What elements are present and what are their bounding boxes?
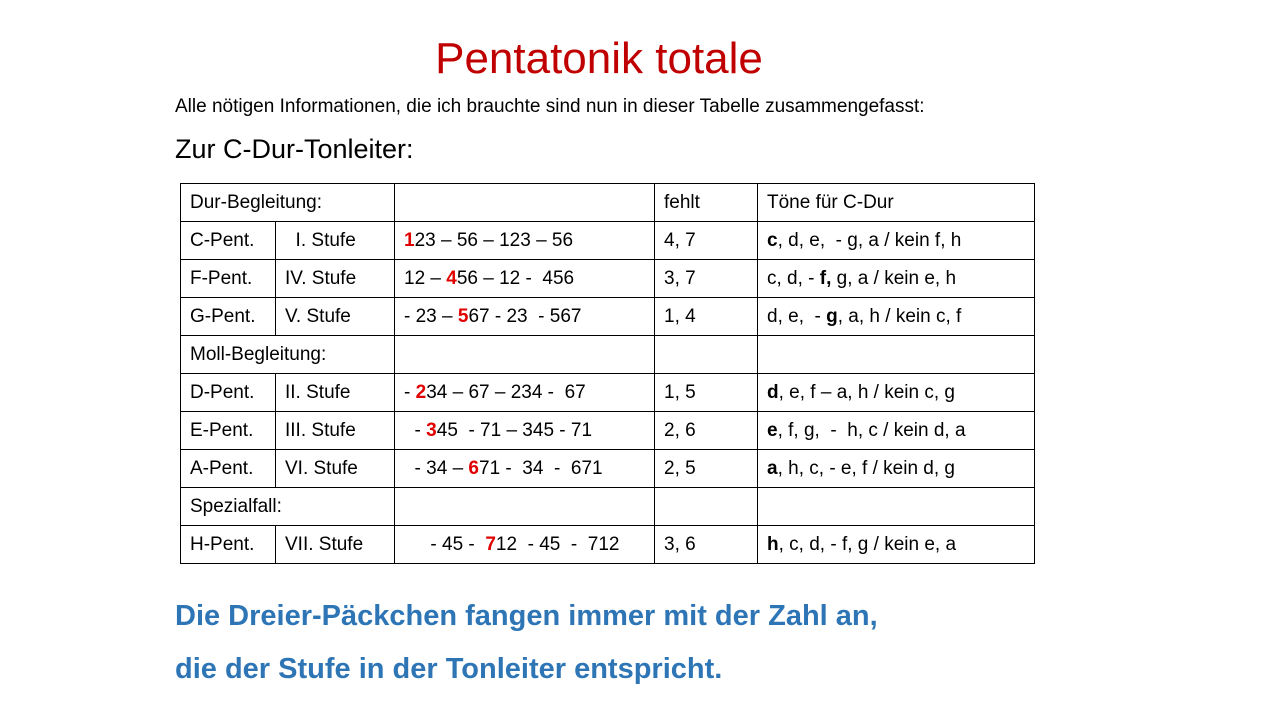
stufe-cell: II. Stufe — [276, 374, 395, 412]
toene-bold: e — [767, 419, 778, 441]
toene-bold: h — [767, 533, 779, 555]
table-cell — [655, 488, 758, 526]
seq-post: 12 - 45 - 712 — [495, 533, 620, 555]
toene-post: , c, d, - f, g / kein e, a — [778, 533, 957, 555]
seq-post: 34 – 67 – 234 - 67 — [426, 381, 586, 403]
toene-bold: g — [826, 305, 838, 327]
seq-post: 67 - 23 - 567 — [468, 305, 582, 327]
section-header-spezial: Spezialfall: — [181, 488, 395, 526]
table-cell — [758, 336, 1035, 374]
table-cell — [395, 184, 655, 222]
toene-cell — [758, 298, 1035, 336]
seq-post: 71 - 34 - 671 — [479, 457, 603, 479]
toene-cell — [758, 412, 1035, 450]
table-row — [181, 374, 1035, 412]
toene-bold: a — [767, 457, 778, 479]
toene-cell — [758, 526, 1035, 564]
sequence-cell — [395, 374, 655, 412]
toene-post: , a, h / kein c, f — [837, 305, 962, 327]
toene-post: g, a / kein e, h — [831, 267, 957, 289]
toene-pre: c, d, - — [767, 267, 820, 289]
pent-cell: G-Pent. — [181, 298, 276, 336]
note-line-2: die der Stufe in der Tonleiter entspricht. — [175, 653, 723, 685]
table-row — [181, 184, 1035, 222]
toene-post: , f, g, - h, c / kein d, a — [777, 419, 966, 441]
stufe-cell: V. Stufe — [276, 298, 395, 336]
note-line-1: Die Dreier-Päckchen fangen immer mit der Zahl an, — [175, 600, 878, 632]
fehlt-cell: 3, 6 — [655, 526, 758, 564]
pent-cell: E-Pent. — [181, 412, 276, 450]
toene-post: , d, e, - g, a / kein f, h — [777, 229, 962, 251]
pent-cell: H-Pent. — [181, 526, 276, 564]
sequence-cell — [395, 412, 655, 450]
table-row — [181, 450, 1035, 488]
pent-cell: C-Pent. — [181, 222, 276, 260]
fehlt-cell: 1, 4 — [655, 298, 758, 336]
seq-highlight: 3 — [426, 419, 437, 441]
column-header-toene: Töne für C-Dur — [758, 184, 1035, 222]
seq-highlight: 7 — [485, 533, 496, 555]
sequence-cell — [395, 526, 655, 564]
toene-post: , h, c, - e, f / kein d, g — [777, 457, 955, 479]
seq-post: 45 - 71 – 345 - 71 — [436, 419, 593, 441]
fehlt-cell: 2, 6 — [655, 412, 758, 450]
pentatonic-table — [180, 183, 1035, 564]
table-row — [181, 526, 1035, 564]
toene-pre: d, e, - — [767, 305, 827, 327]
column-header-fehlt: fehlt — [655, 184, 758, 222]
fehlt-cell: 4, 7 — [655, 222, 758, 260]
seq-highlight: 4 — [446, 267, 457, 289]
seq-post: 56 – 12 - 456 — [456, 267, 575, 289]
stufe-cell: IV. Stufe — [276, 260, 395, 298]
sequence-cell — [395, 450, 655, 488]
table-row — [181, 260, 1035, 298]
table-cell — [395, 336, 655, 374]
seq-highlight: 1 — [404, 229, 415, 251]
stufe-cell: III. Stufe — [276, 412, 395, 450]
toene-bold: f, — [819, 267, 832, 289]
toene-cell — [758, 260, 1035, 298]
seq-pre: - — [404, 381, 416, 403]
toene-cell — [758, 222, 1035, 260]
seq-pre: - 45 - — [404, 533, 486, 555]
sequence-cell — [395, 298, 655, 336]
seq-pre: 12 – — [404, 267, 447, 289]
intro-text: Alle nötigen Informationen, die ich brauchte sind nun in dieser Tabelle zusammengefasst: — [175, 96, 925, 117]
seq-post: 23 – 56 – 123 – 56 — [414, 229, 574, 251]
pent-cell: D-Pent. — [181, 374, 276, 412]
table-row — [181, 298, 1035, 336]
page-title: Pentatonik totale — [435, 34, 763, 83]
table-row — [181, 412, 1035, 450]
seq-highlight: 6 — [468, 457, 479, 479]
table-cell — [758, 488, 1035, 526]
stufe-cell: VI. Stufe — [276, 450, 395, 488]
table-row — [181, 336, 1035, 374]
toene-post: , e, f – a, h / kein c, g — [778, 381, 955, 403]
toene-bold: c — [767, 229, 778, 251]
seq-pre: - — [404, 419, 427, 441]
table-row — [181, 222, 1035, 260]
section-header-dur: Dur-Begleitung: — [181, 184, 395, 222]
stufe-cell: VII. Stufe — [276, 526, 395, 564]
table-row — [181, 488, 1035, 526]
subtitle: Zur C-Dur-Tonleiter: — [175, 134, 414, 164]
fehlt-cell: 3, 7 — [655, 260, 758, 298]
pent-cell: A-Pent. — [181, 450, 276, 488]
pent-cell: F-Pent. — [181, 260, 276, 298]
toene-bold: d — [767, 381, 779, 403]
sequence-cell — [395, 260, 655, 298]
toene-cell — [758, 450, 1035, 488]
fehlt-cell: 2, 5 — [655, 450, 758, 488]
table-cell — [395, 488, 655, 526]
section-header-moll: Moll-Begleitung: — [181, 336, 395, 374]
fehlt-cell: 1, 5 — [655, 374, 758, 412]
seq-highlight: 2 — [415, 381, 427, 403]
seq-pre: - 23 – — [404, 305, 458, 327]
table-cell — [655, 336, 758, 374]
stufe-cell: I. Stufe — [276, 222, 395, 260]
seq-highlight: 5 — [457, 305, 469, 327]
sequence-cell — [395, 222, 655, 260]
seq-pre: - 34 – — [404, 457, 469, 479]
toene-cell — [758, 374, 1035, 412]
